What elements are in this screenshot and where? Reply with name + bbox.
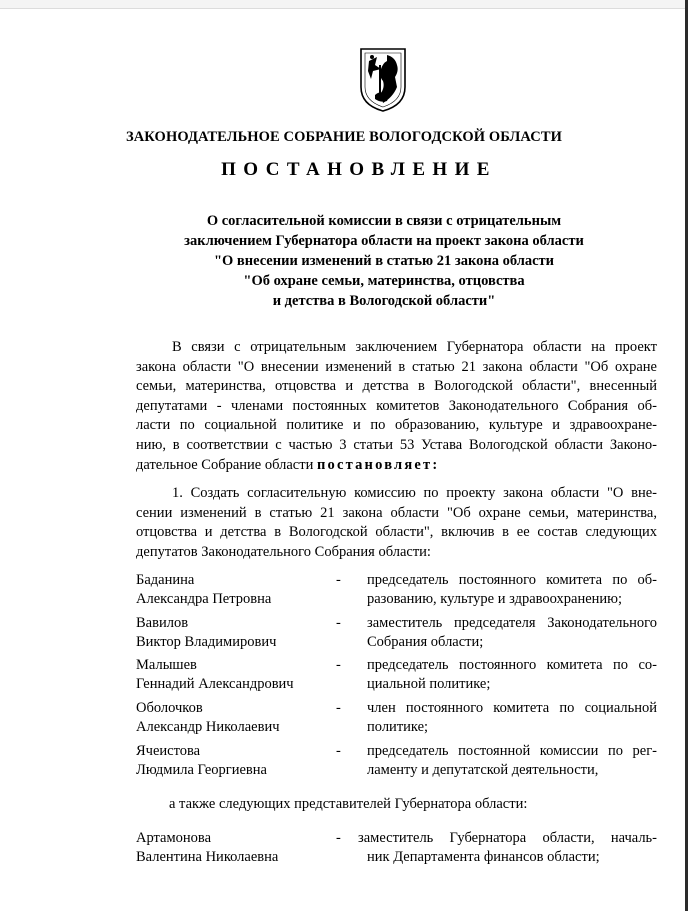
member-role-line: Собрания области; (367, 634, 484, 650)
preamble-line: депутатами - членами постоянных комитетов Законодательного Собрания об- (136, 397, 657, 414)
member-name (136, 656, 294, 694)
member-role (367, 742, 657, 780)
member-entry (136, 699, 657, 737)
member-surname: Ячеистова (136, 743, 201, 759)
member-surname: Вавилов (136, 615, 189, 631)
member-role-line: политике; (367, 719, 429, 735)
vologda-coat-of-arms-icon (359, 47, 407, 113)
member-role-line: ник Департамента финансов области; (367, 849, 600, 865)
preamble-line: закона области "О внесении изменений в статью 21 закона области "Об охране (136, 358, 657, 375)
member-given-names: Валентина Николаевна (136, 849, 279, 865)
resolution-keyword: постановляет: (316, 456, 440, 473)
member-dash: - (336, 572, 341, 588)
member-dash: - (336, 615, 341, 631)
member-role-line: разованию, культуре и здравоохранению; (367, 591, 623, 607)
member-role-line: член постоянного комитета по социальной (367, 700, 657, 716)
member-role (367, 699, 657, 737)
item-1-line: 1. Создать согласительную комиссию по проекту закона области "О внe- (172, 485, 657, 501)
preamble-last-line (136, 456, 657, 476)
organization-name: ЗАКОНОДАТЕЛЬНОЕ СОБРАНИЕ ВОЛОГОДСКОЙ ОБЛАСТИ (125, 129, 562, 145)
member-given-names: Виктор Владимирович (136, 634, 277, 650)
member-entry (136, 571, 657, 609)
member-role-line: ламенту и депутатской деятельности, (367, 762, 599, 778)
member-role-line: председатель постоянной комиссии по рег- (367, 743, 657, 759)
member-surname: Оболочков (136, 700, 203, 716)
member-role (367, 656, 657, 694)
preamble-line: семьи, материнства, отцовства и детства в Вологодской области", внесенный (136, 378, 657, 395)
document-title (140, 211, 628, 311)
member-dash: - (336, 743, 341, 759)
member-given-names: Геннадий Александрович (136, 676, 294, 692)
member-dash: - (336, 700, 341, 716)
member-surname: Малышев (136, 657, 197, 673)
member-given-names: Александра Петровна (136, 591, 272, 607)
governor-rep-entry (136, 829, 657, 867)
item-1-line: депутатов Законодательного Собрания области: (136, 543, 431, 560)
member-role-line: заместитель председателя Законодательного (367, 615, 657, 631)
title-line: и детства в Вологодской области" (272, 293, 496, 309)
member-surname: Артамонова (136, 830, 212, 846)
preamble-last-text: дательное Собрание области (136, 456, 314, 473)
member-dash: - (336, 657, 341, 673)
member-given-names: Александр Николаевич (136, 719, 280, 735)
member-entry (136, 656, 657, 694)
member-surname: Баданина (136, 572, 195, 588)
member-dash: - (336, 830, 341, 846)
member-role-line: заместитель Губернатора области, началь- (358, 830, 657, 846)
preamble-line: В связи с отрицательным заключением Губернатора области на проект (172, 339, 657, 355)
viewer-top-bar (0, 0, 688, 9)
member-role (367, 614, 657, 652)
member-role-line: циальной политике; (367, 676, 491, 692)
governor-representatives-intro: а также следующих представителей Губернатора области: (169, 796, 528, 812)
member-name (136, 742, 267, 780)
title-line: "Об охране семьи, материнства, отцовства (243, 273, 525, 289)
preamble-paragraph (136, 338, 657, 475)
preamble-line: нию, в соответствии с частью 3 статьи 53 Устава Вологодской области Законо- (136, 436, 657, 453)
member-role (367, 571, 657, 609)
member-entry (136, 614, 657, 652)
member-name (136, 571, 271, 609)
member-name (136, 829, 278, 867)
item-1-paragraph (136, 484, 657, 562)
title-line: "О внесении изменений в статью 21 закона области (213, 253, 555, 269)
item-1-line: сении изменений в статью 21 закона области "Об охране семьи, материнства, (136, 504, 657, 521)
member-name (136, 699, 280, 737)
member-given-names: Людмила Георгиевна (136, 762, 267, 778)
member-role-line: председатель постоянного комитета по об- (367, 572, 657, 588)
member-entry (136, 742, 657, 780)
member-role (358, 829, 657, 867)
title-line: О согласительной комиссии в связи с отрицательным (206, 213, 562, 229)
preamble-line: ласти по социальной политике и по образованию, культуре и здравоохране- (136, 417, 657, 434)
member-role-line: председатель постоянного комитета по со- (367, 657, 657, 673)
document-type: ПОСТАНОВЛЕНИЕ (221, 159, 497, 180)
item-1-line: отцовства и детства в Вологодской области", включив в ее состав следующих (136, 524, 657, 541)
member-name (136, 614, 276, 652)
title-line: заключением Губернатора области на проект закона области (184, 233, 584, 249)
